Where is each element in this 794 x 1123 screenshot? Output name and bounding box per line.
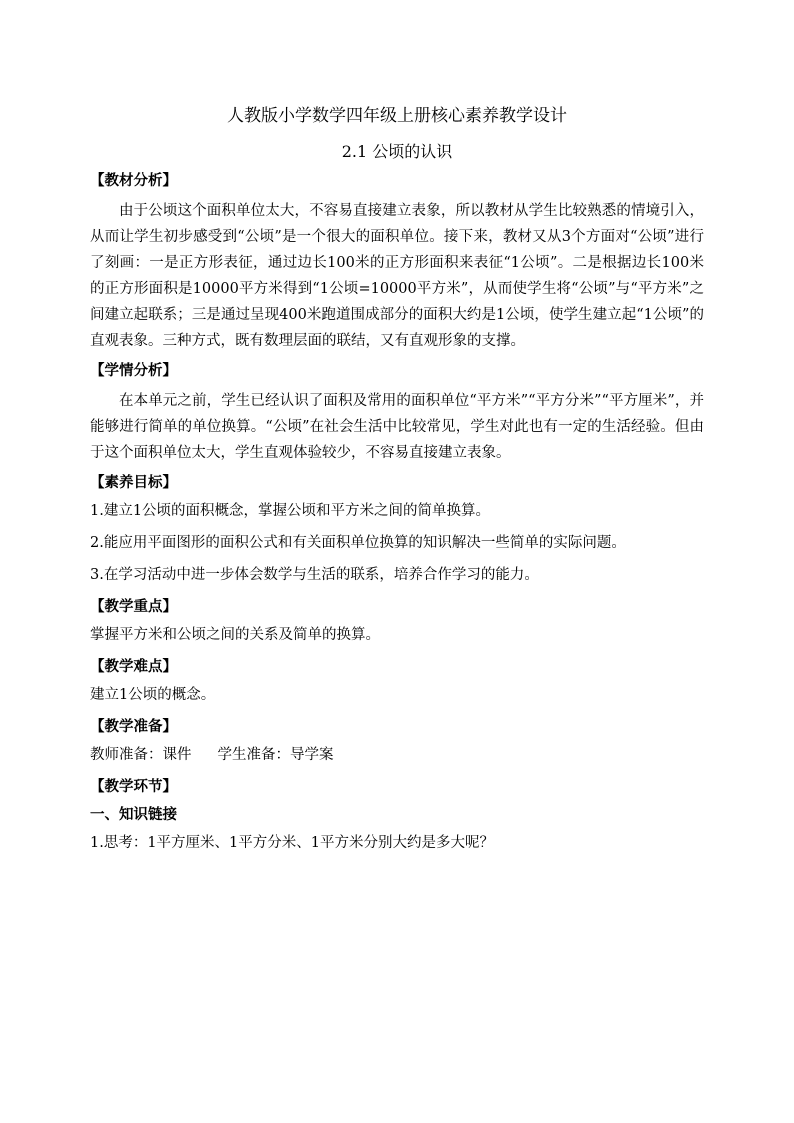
heading-knowledge-link: 一、知识链接 [90,807,177,823]
heading-preparation: 【教学准备】 [90,719,177,735]
goal-item-3: 3.在学习活动中进一步体会数学与生活的联系，培养合作学习的能力。 [90,567,539,583]
key-point-text: 掌握平方米和公顷之间的关系及简单的换算。 [90,627,380,643]
student-analysis-paragraph: 在本单元之前，学生已经认识了面积及常用的面积单位“平方米”“平方分米”“平方厘米”，并能够进行简单的单位换算。“公顷”在社会生活中比较常见，学生对此也有一定的生活经验。但由于这个面积单位太大，学生直观体验较少，不容易直接建立表象。 [90,393,704,461]
teacher-preparation: 教师准备：课件 [90,747,192,763]
document-body [90,104,704,864]
textbook-analysis-paragraph: 由于公顷这个面积单位太大，不容易直接建立表象，所以教材从学生比较熟悉的情境引入，从而让学生初步感受到“公顷”是一个很大的面积单位。接下来，教材又从3个方面对“公顷”进行了刻画：一是正方形表征，通过边长100米的正方形面积来表征“1公顷”。二是根据边长100米的正方形面积是10000平方米得到“1公顷=10000平方米”，从而使学生将“公顷”与“平方米”之间建立起联系；三是通过呈现400米跑道围成部分的面积大约是1公顷，使学生建立起“1公顷”的直观表象。三种方式，既有数理层面的联结，又有直观形象的支撑。 [90,203,704,349]
document-title: 人教版小学数学四年级上册核心素养教学设计 [227,106,567,126]
difficulty-text: 建立1公顷的概念。 [90,687,216,703]
preparation-line [90,744,704,766]
student-preparation: 学生准备：导学案 [217,747,334,763]
heading-key-point: 【教学重点】 [90,599,177,615]
heading-teaching-process: 【教学环节】 [90,779,177,795]
heading-student-analysis: 【学情分析】 [90,363,177,379]
heading-textbook-analysis: 【教材分析】 [90,173,177,189]
heading-literacy-goals: 【素养目标】 [90,475,177,491]
lesson-title: 2.1 公顷的认识 [341,142,453,161]
goal-item-1: 1.建立1公顷的面积概念，掌握公顷和平方米之间的简单换算。 [90,503,491,519]
heading-difficulty: 【教学难点】 [90,659,177,675]
goal-item-2: 2.能应用平面图形的面积公式和有关面积单位换算的知识解决一些简单的实际问题。 [90,535,626,551]
knowledge-link-item-1: 1.思考：1平方厘米、1平方分米、1平方米分别大约是多大呢？ [90,835,495,851]
